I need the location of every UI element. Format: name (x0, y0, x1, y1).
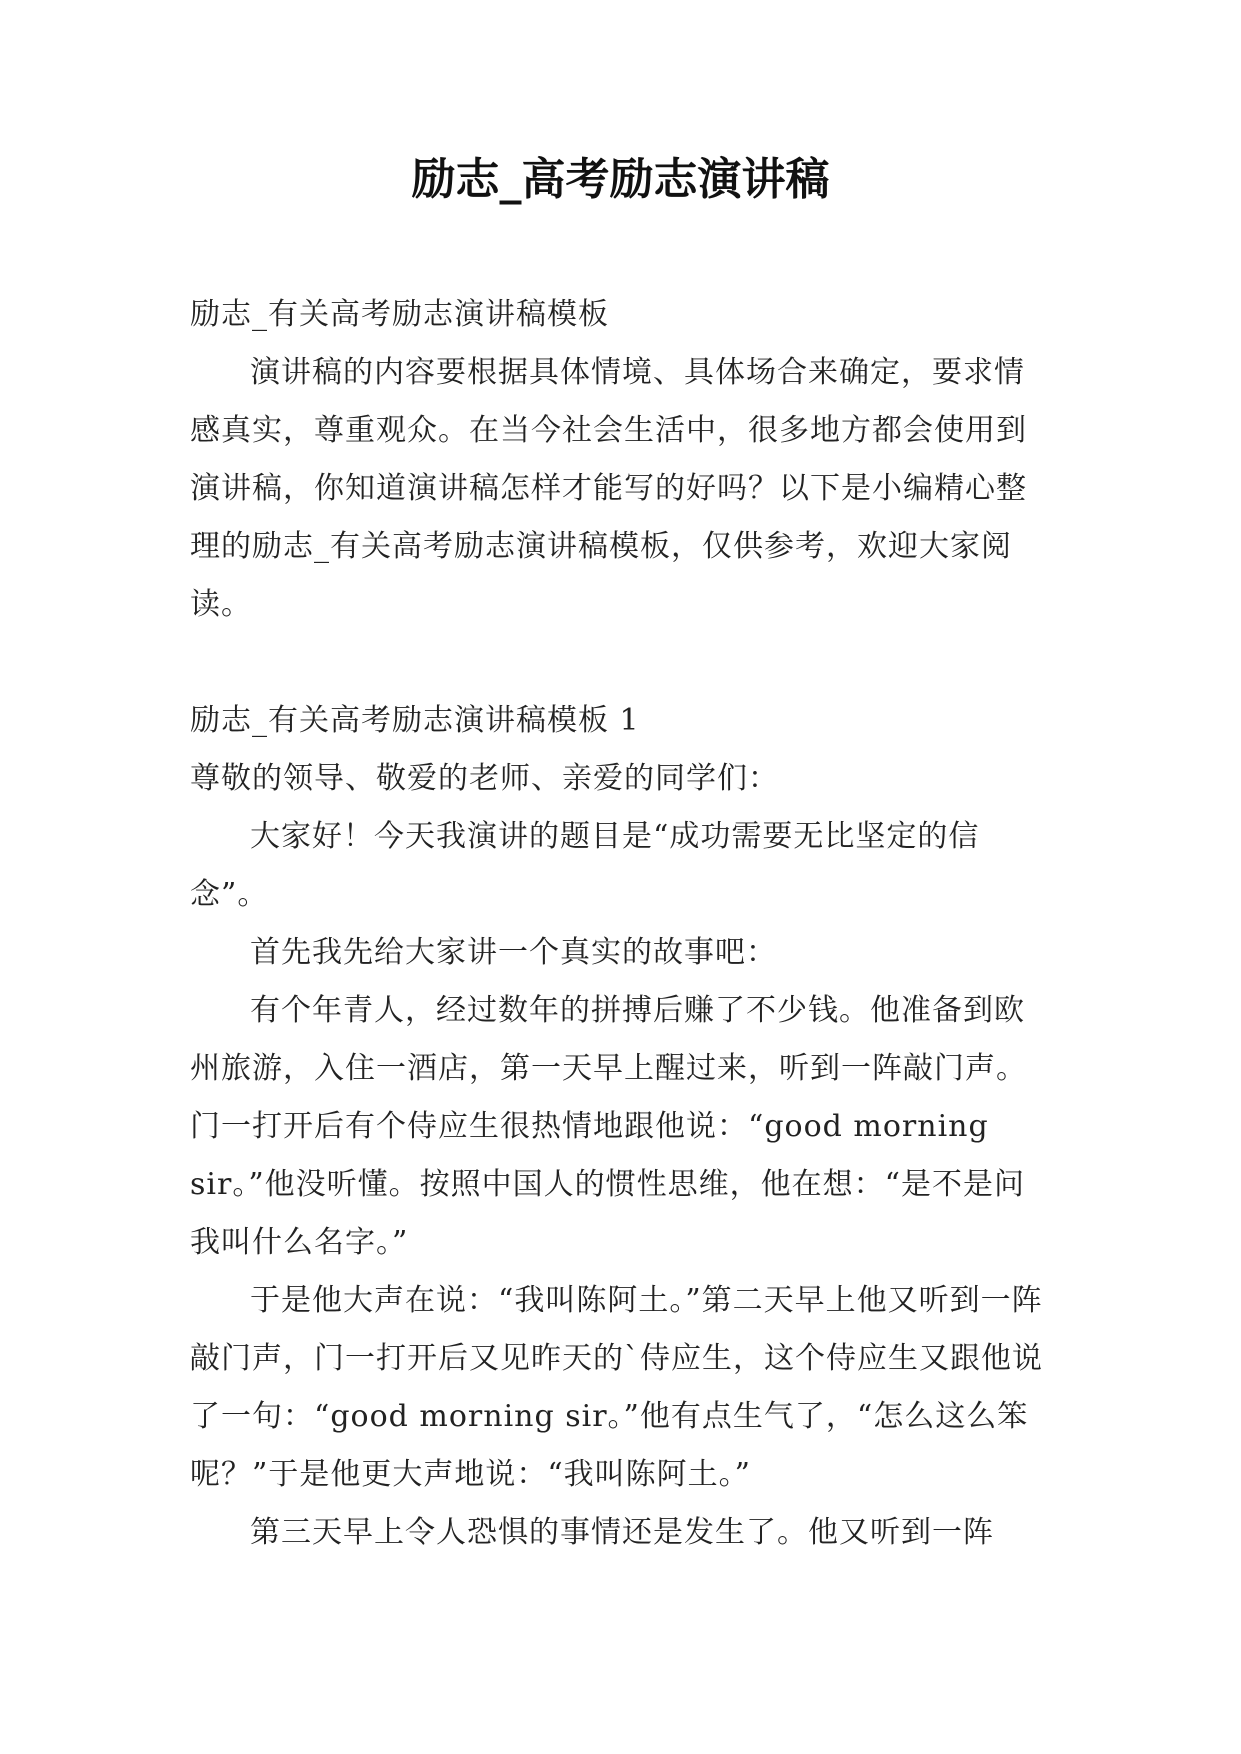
document-body (190, 286, 1052, 1562)
salutation-line: 尊敬的领导、敬爱的老师、亲爱的同学们： (190, 761, 779, 796)
intro-paragraph: 演讲稿的内容要根据具体情境、具体场合来确定，要求情感真实，尊重观众。在当今社会生活中，很多地方都会使用到演讲稿，你知道演讲稿怎样才能写的好吗？以下是小编精心整理的励志_有关高考励志演讲稿模板，仅供参考，欢迎大家阅读。 (190, 355, 1027, 622)
body-paragraph: 首先我先给大家讲一个真实的故事吧： (250, 935, 777, 970)
body-paragraph: 于是他大声在说：“我叫陈阿土。”第二天早上他又听到一阵敲门声，门一打开后又见昨天的`侍应生，这个侍应生又跟他说了一句：“good morning sir。”他有点生气了，“怎么这么笨呢？”于是他更大声地说：“我叫陈阿土。” (190, 1283, 1043, 1492)
subtitle-line: 励志_有关高考励志演讲稿模板 (190, 297, 609, 332)
body-paragraph: 有个年青人，经过数年的拼搏后赚了不少钱。他准备到欧州旅游，入住一酒店，第一天早上醒过来，听到一阵敲门声。门一打开后有个侍应生很热情地跟他说：“good morning sir。”他没听懂。按照中国人的惯性思维，他在想：“是不是问我叫什么名字。” (190, 993, 1027, 1260)
section-heading: 励志_有关高考励志演讲稿模板 1 (190, 703, 640, 738)
document-title: 励志_高考励志演讲稿 (411, 154, 830, 205)
body-paragraph: 大家好！今天我演讲的题目是“成功需要无比坚定的信念”。 (190, 819, 980, 912)
body-paragraph: 第三天早上令人恐惧的事情还是发生了。他又听到一阵 (250, 1515, 994, 1550)
